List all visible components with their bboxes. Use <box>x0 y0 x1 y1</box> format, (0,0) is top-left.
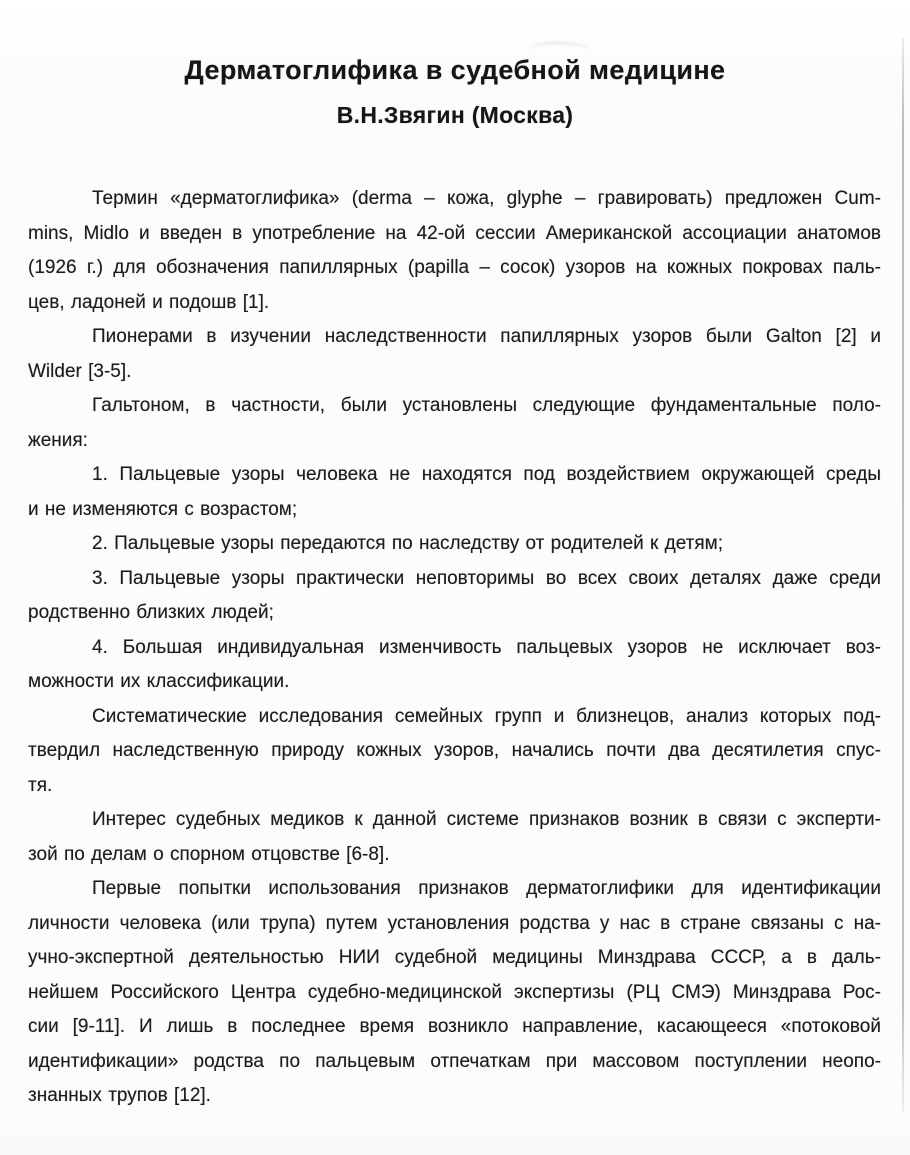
text-line: цев, ладоней и подошв [1]. <box>28 291 270 313</box>
text-line: и не изменяются с возрастом; <box>28 498 298 520</box>
text-line: зой по делам о спорном отцовстве [6-8]. <box>28 843 390 865</box>
text-line: Wilder [3-5]. <box>28 360 132 382</box>
text-line: родственно близких людей; <box>28 602 274 623</box>
document-body <box>28 182 881 1114</box>
scan-edge-line <box>902 38 904 1112</box>
text-line: Интерес судебных медиков к данной системе признаков возник в связи с эксперти- <box>92 809 881 830</box>
text-line: жения: <box>28 429 88 451</box>
text-line: Первые попытки использования признаков дерматоглифики для идентификации <box>92 878 881 899</box>
text-line: идентификации» родства по пальцевым отпечаткам при массовом поступлении неопо- <box>28 1050 881 1072</box>
text-line: 4. Большая индивидуальная изменчивость пальцевых узоров не исключает воз- <box>92 636 881 658</box>
text-line: тя. <box>28 774 53 796</box>
text-line: 3. Пальцевые узоры практически неповторимы во всех своих деталях даже среди <box>92 567 881 589</box>
text-line: 2. Пальцевые узоры передаются по наследству от родителей к детям; <box>92 533 723 554</box>
document-title: Дерматоглифика в судебной медицине <box>184 55 726 85</box>
text-line: учно-экспертной деятельностью НИИ судебной медицины Минздрава СССР, а в даль- <box>28 947 881 968</box>
text-line: Термин «дерматоглифика» (derma – кожа, glyphe – гравировать) предложен Cum- <box>92 188 881 209</box>
text-line: (1926 г.) для обозначения папиллярных (papilla – сосок) узоров на кожных покровах паль- <box>28 257 881 278</box>
text-line: личности человека (или трупа) путем установления родства у нас в стране связаны с на- <box>28 912 881 934</box>
text-line: твердил наследственную природу кожных узоров, начались почти два десятилетия спус- <box>28 740 881 761</box>
text-line: знанных трупов [12]. <box>28 1085 211 1106</box>
text-line: mins, Midlo и введен в употребление на 42-ой сессии Американской ассоциации анатомов <box>28 222 881 244</box>
text-line: Пионерами в изучении наследственности папиллярных узоров были Galton [2] и <box>92 326 881 347</box>
text-line: нейшем Российского Центра судебно-медицинской экспертизы (РЦ СМЭ) Минздрава Рос- <box>28 981 881 1003</box>
text-line: Гальтоном, в частности, были установлены следующие фундаментальные поло- <box>92 395 881 416</box>
text-line: Систематические исследования семейных групп и близнецов, анализ которых под- <box>92 705 881 727</box>
text-line: сии [9-11]. И лишь в последнее время возникло направление, касающееся «потоковой <box>28 1016 881 1037</box>
document-author: В.Н.Звягин (Москва) <box>336 102 574 128</box>
text-line: можности их классификации. <box>28 671 290 692</box>
text-line: 1. Пальцевые узоры человека не находятся под воздействием окружающей среды <box>92 464 881 485</box>
